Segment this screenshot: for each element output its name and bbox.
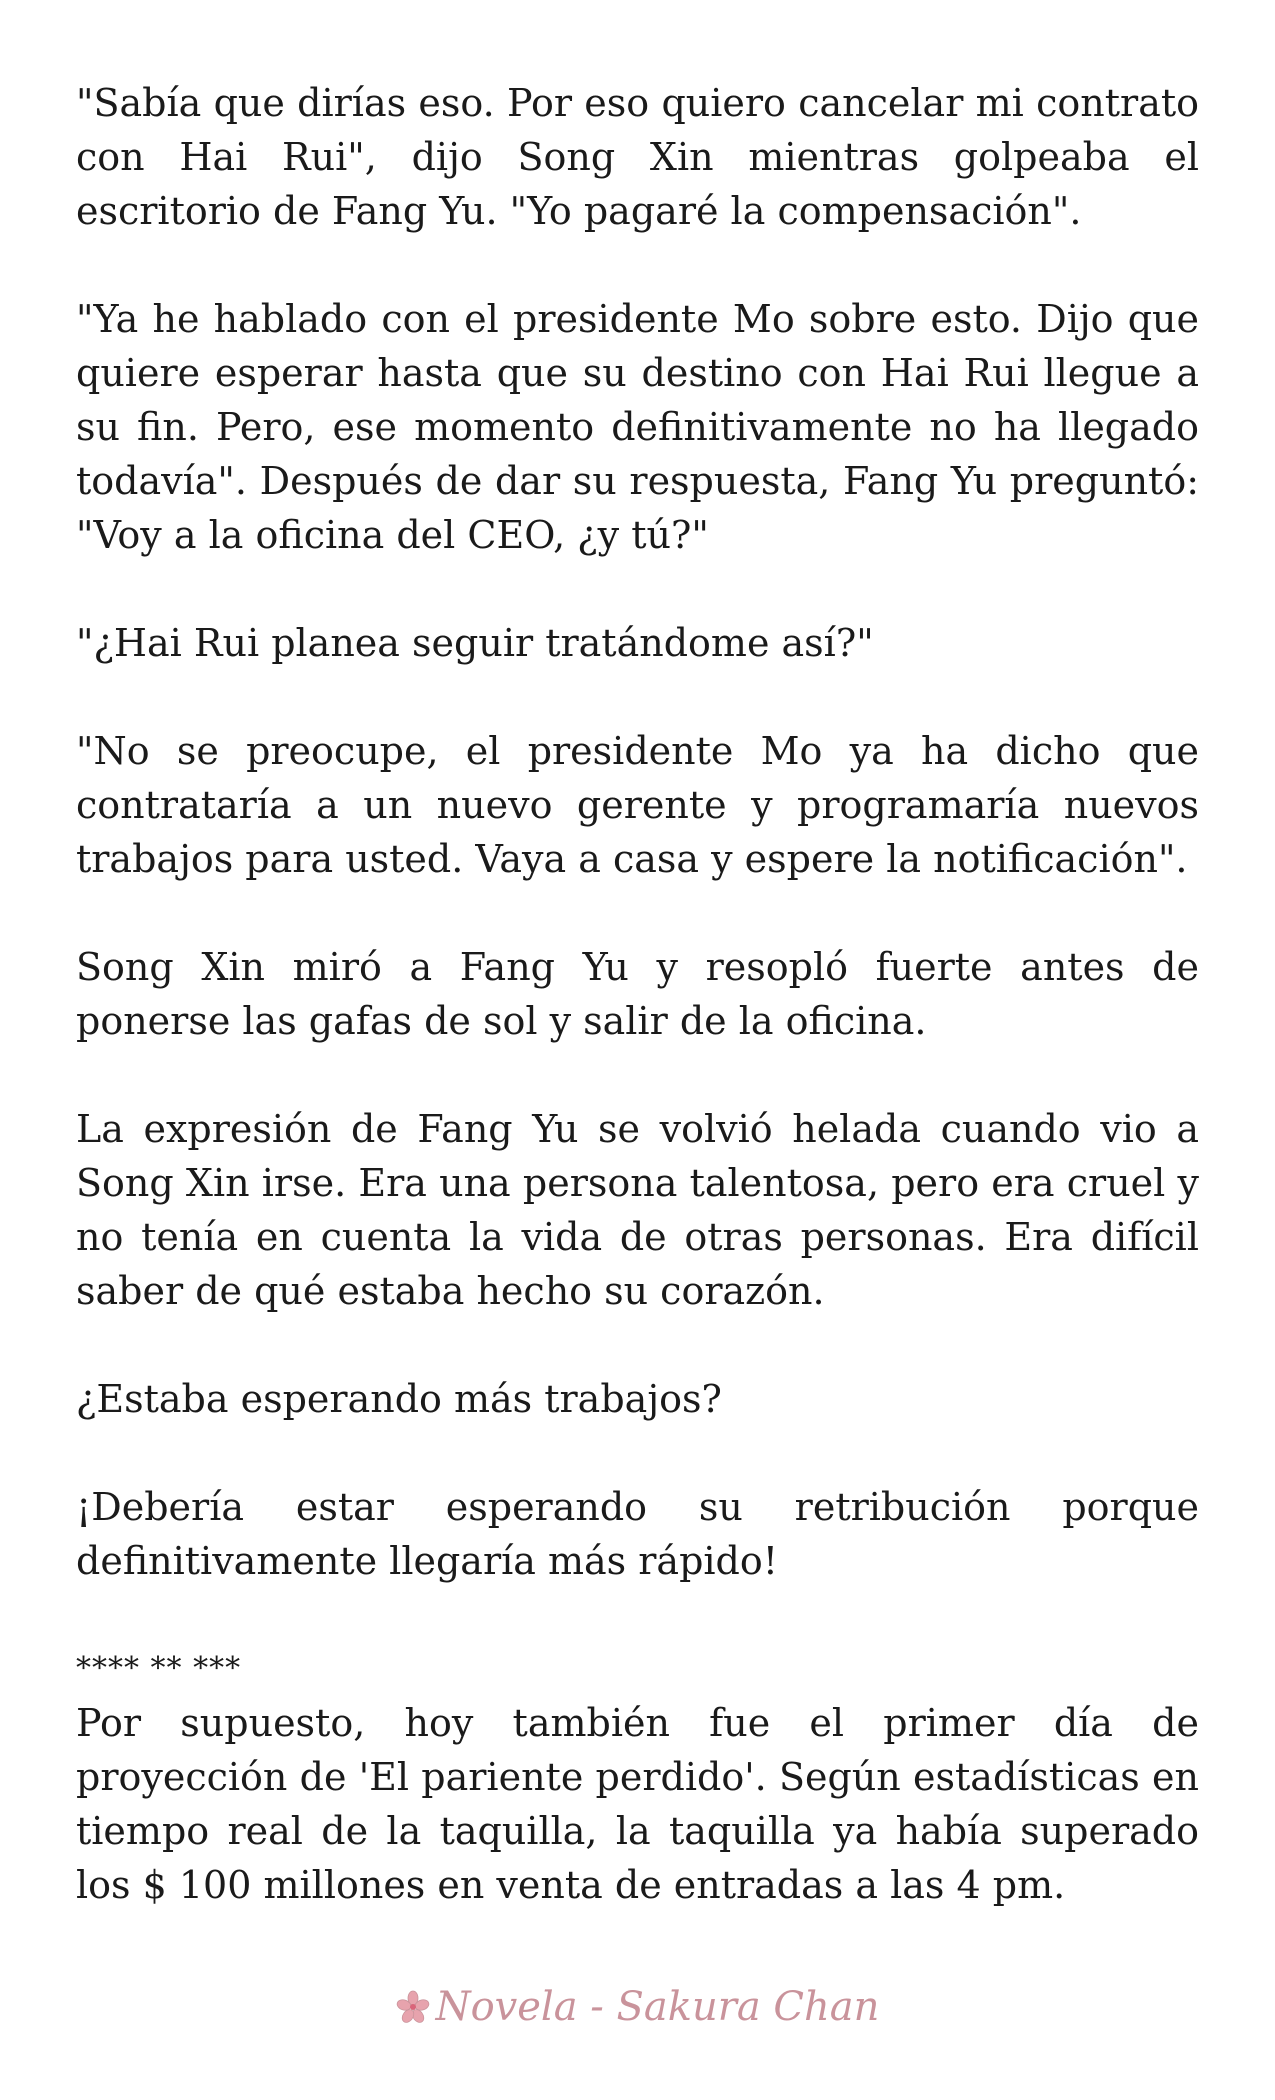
paragraph-8: ¡Debería estar esperando su retribución porque definitivamente llegaría más rápido! bbox=[76, 1485, 1199, 1583]
paragraph-7: ¿Estaba esperando más trabajos? bbox=[76, 1377, 722, 1421]
document-body bbox=[76, 76, 1199, 1912]
sakura-flower-icon bbox=[396, 1986, 430, 2020]
watermark-footer bbox=[0, 1982, 1275, 2032]
paragraph-5: Song Xin miró a Fang Yu y resopló fuerte antes de ponerse las gafas de sol y salir de la oficina. bbox=[76, 945, 1199, 1043]
watermark-text: Novela - Sakura Chan bbox=[435, 1984, 880, 2030]
paragraph-1: "Sabía que dirías eso. Por eso quiero cancelar mi contrato con Hai Rui", dijo Song Xin mientras golpeaba el escritorio de Fang Yu. "Yo pagaré la compensación". bbox=[76, 81, 1199, 233]
scene-separator: **** ** *** bbox=[76, 1651, 242, 1686]
paragraph-2: "Ya he hablado con el presidente Mo sobre esto. Dijo que quiere esperar hasta que su destino con Hai Rui llegue a su fin. Pero, ese momento definitivamente no ha llegado todavía". Después de dar su respuesta, Fang Yu preguntó: "Voy a la oficina del CEO, ¿y tú?" bbox=[76, 297, 1199, 557]
paragraph-3: "¿Hai Rui planea seguir tratándome así?" bbox=[76, 621, 874, 665]
paragraph-6: La expresión de Fang Yu se volvió helada cuando vio a Song Xin irse. Era una persona talentosa, pero era cruel y no tenía en cuenta la vida de otras personas. Era difícil saber de qué estaba hecho su corazón. bbox=[76, 1107, 1199, 1313]
paragraph-final: Por supuesto, hoy también fue el primer día de proyección de 'El pariente perdido'. Según estadísticas en tiempo real de la taquilla, la taquilla ya había superado los $ 100 millones en venta de entradas a las 4 pm. bbox=[76, 1701, 1199, 1907]
paragraph-4: "No se preocupe, el presidente Mo ya ha dicho que contrataría a un nuevo gerente y programaría nuevos trabajos para usted. Vaya a casa y espere la notificación". bbox=[76, 729, 1199, 881]
